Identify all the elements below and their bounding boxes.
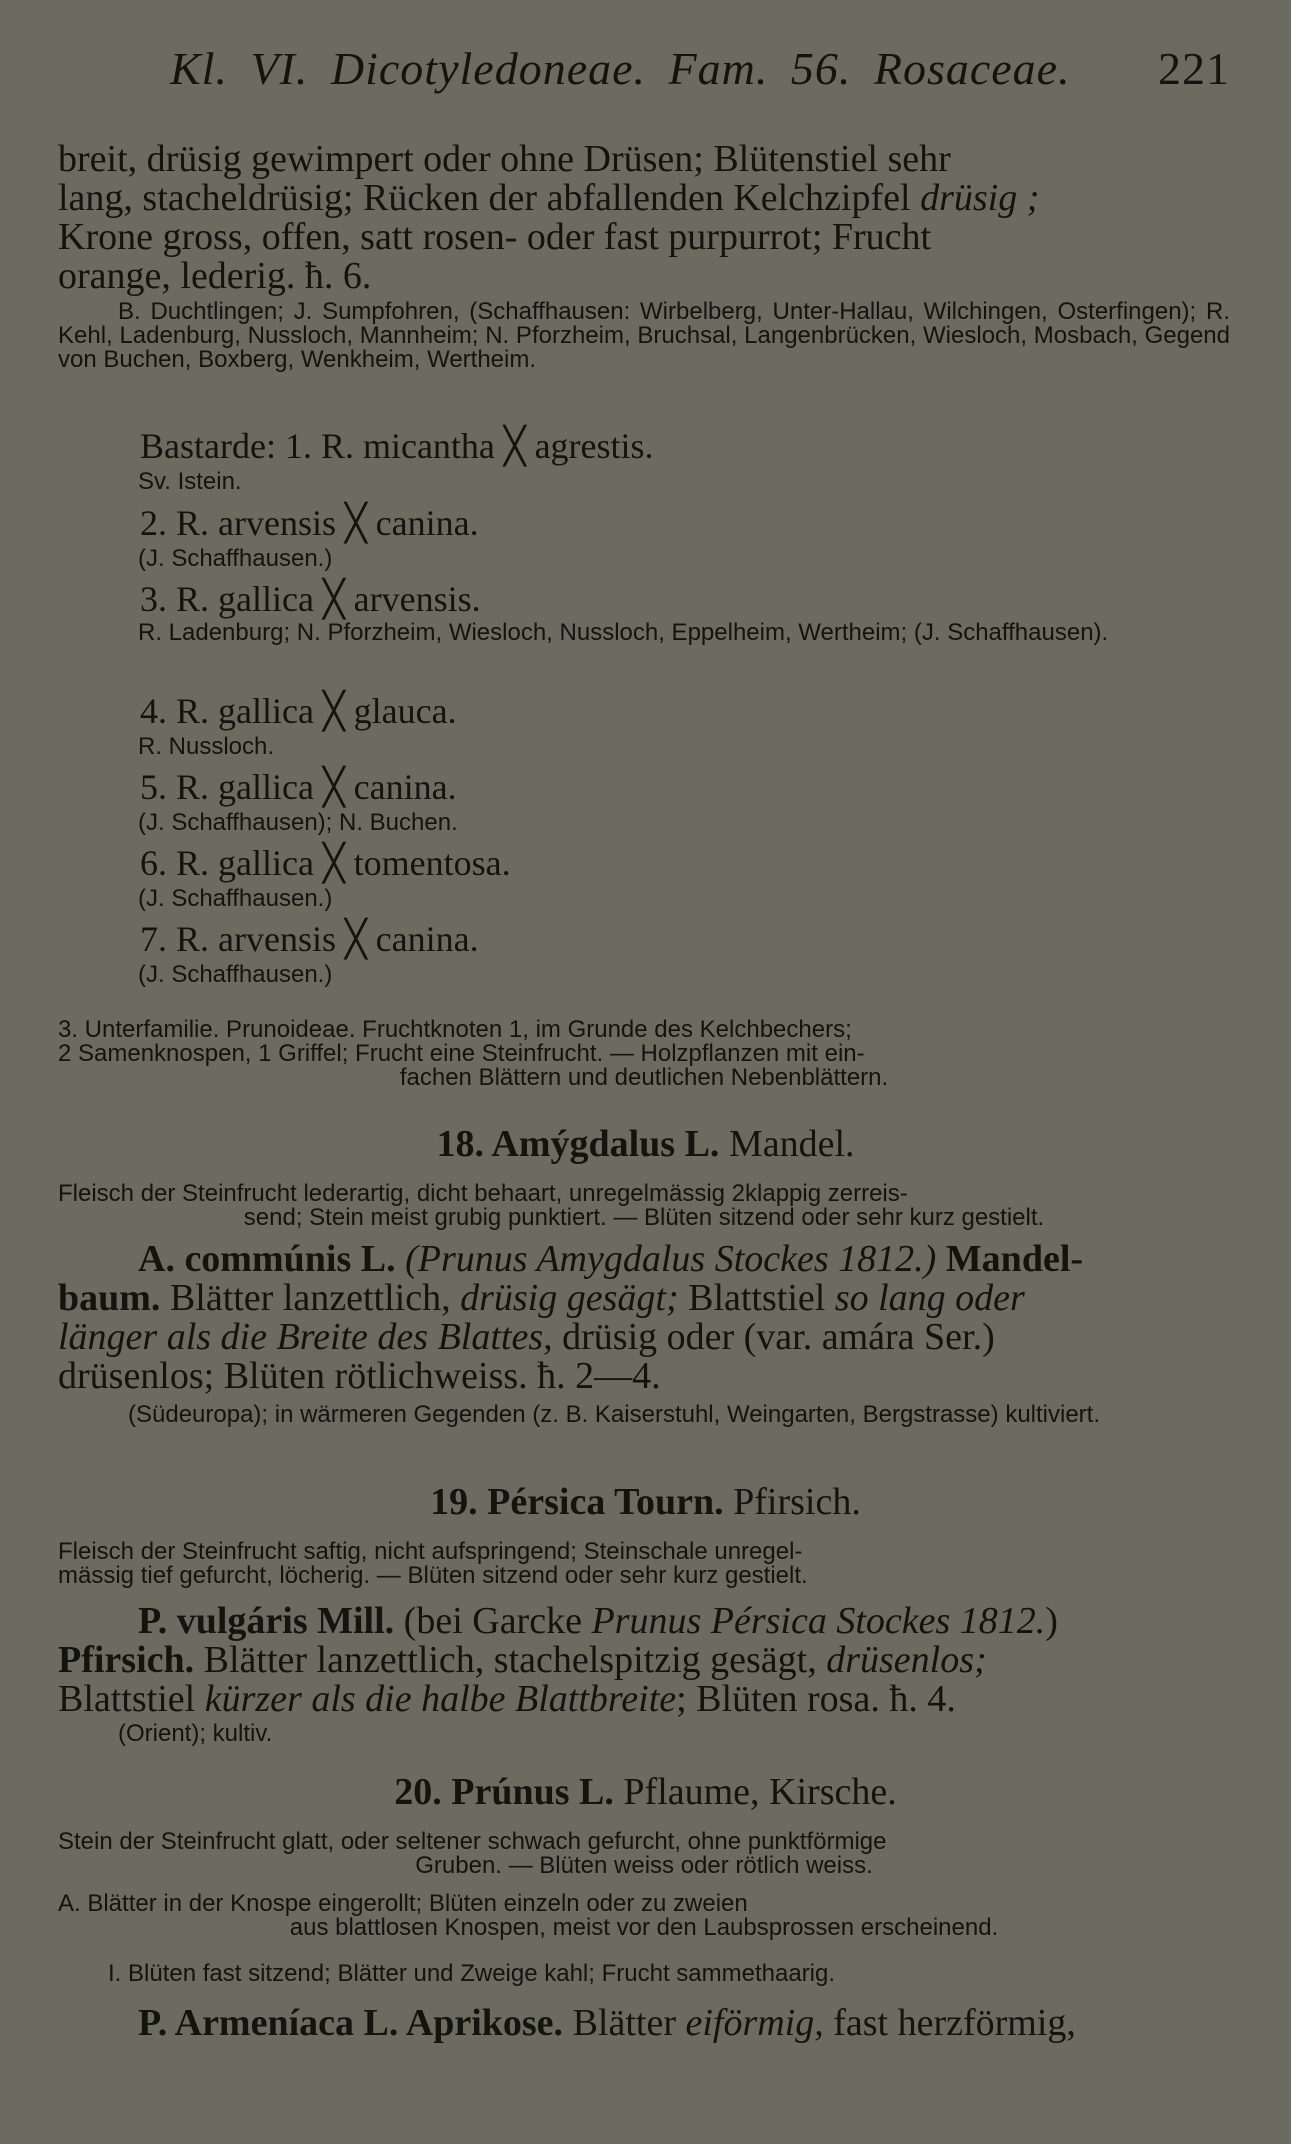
species-amygdalus-communis: A. commúnis L. (Prunus Amygdalus Stockes 1812.) Mandel- baum. Blätter lanzettlich, drüsig gesägt; Blattstiel so lang oder länger als die Breite des Blattes, drüsig oder (var. amára Ser.) drüsenlos; Blüten rötlichweiss. ħ. 2—4. <box>58 1238 1084 1397</box>
subfamily-description: 3. Unterfamilie. Prunoideae. Fruchtknoten 1, im Grunde des Kelchbechers; 2 Samenknospen, 1 Griffel; Frucht eine Steinfrucht. — Holzpflanzen mit ein- fachen Blättern und deutlichen Nebenblättern. <box>58 1016 889 1091</box>
hybrid-title: Bastarde: 1. R. micantha ╳ agrestis. <box>140 426 654 466</box>
hybrid-source: (J. Schaffhausen); N. Buchen. <box>138 809 458 836</box>
page-number: 221 <box>1158 43 1230 94</box>
distribution-note: (Orient); kultiv. <box>118 1720 273 1747</box>
intro-line: lang, stacheldrüsig; Rücken der abfallenden Kelchzipfel drüsig ; <box>58 177 1040 219</box>
running-header <box>170 42 1230 95</box>
hybrid-source: R. Ladenburg; N. Pforzheim, Wiesloch, Nussloch, Eppelheim, Wertheim; (J. Schaffhausen). <box>138 619 1109 646</box>
intro-line: breit, drüsig gewimpert oder ohne Drüsen; Blütenstiel sehr <box>58 138 951 180</box>
hybrid-title: 6. R. gallica ╳ tomentosa. <box>140 843 511 883</box>
species-persica-vulgaris: P. vulgáris Mill. (bei Garcke Prunus Pérsica Stockes 1812.) Pfirsich. Blätter lanzettlich, stachelspitzig gesägt, drüsenlos; Blattstiel kürzer als die halbe Blattbreite; Blüten rosa. ħ. 4. <box>58 1600 1058 1720</box>
genus-description: Fleisch der Steinfrucht lederartig, dicht behaart, unregelmässig 2klappig zerreis- send; Stein meist grubig punktiert. — Blüten sitzend oder sehr kurz gestielt. <box>58 1180 1045 1231</box>
hybrid-title: 3. R. gallica ╳ arvensis. <box>140 579 481 619</box>
hybrid-source: R. Nussloch. <box>138 733 275 760</box>
genus-description: Fleisch der Steinfrucht saftig, nicht aufspringend; Steinschale unregel- mässig tief gefurcht, löcherig. — Blüten sitzend oder sehr kurz gestielt. <box>58 1538 808 1589</box>
hybrid-source: (J. Schaffhausen.) <box>138 961 333 988</box>
hybrid-title: 2. R. arvensis ╳ canina. <box>140 503 479 543</box>
species-prunus-armeniaca: P. Armeníaca L. Aprikose. Blätter eiförmig, fast herzförmig, <box>138 2002 1076 2044</box>
hybrid-title: 5. R. gallica ╳ canina. <box>140 767 457 807</box>
key-section-a: A. Blätter in der Knospe eingerollt; Blüten einzeln oder zu zweien aus blattlosen Knospen, meist vor den Laubsprossen erscheinend. <box>58 1890 999 1941</box>
genus-heading-amygdalus: 18. Amýgdalus L. Mandel. <box>436 1123 855 1165</box>
genus-heading-prunus: 20. Prúnus L. Pflaume, Kirsche. <box>394 1771 897 1813</box>
intro-line: Krone gross, offen, satt rosen- oder fast purpurrot; Frucht <box>58 216 932 258</box>
running-head-text: Kl. VI. Dicotyledoneae. Fam. 56. Rosaceae. <box>170 43 1071 94</box>
intro-paragraph <box>58 140 1230 296</box>
key-section-i: I. Blüten fast sitzend; Blätter und Zweige kahl; Frucht sammethaarig. <box>108 1960 836 1987</box>
intro-line: orange, lederig. ħ. 6. <box>58 255 372 297</box>
intro-localities: B. Duchtlingen; J. Sumpfohren, (Schaffhausen: Wirbelberg, Unter-Hallau, Wilchingen, Osterfingen); R. Kehl, Ladenburg, Nussloch, Mannheim; N. Pforzheim, Bruchsal, Langenbrücken, Wiesloch, Mosbach, Gegend von Buchen, Boxberg, Wenkheim, Wertheim. <box>58 298 1230 373</box>
hybrid-source: (J. Schaffhausen.) <box>138 545 333 572</box>
genus-description: Stein der Steinfrucht glatt, oder seltener schwach gefurcht, ohne punktförmige Gruben. — Blüten weiss oder rötlich weiss. <box>58 1828 887 1879</box>
hybrid-title: 7. R. arvensis ╳ canina. <box>140 919 479 959</box>
hybrid-source: (J. Schaffhausen.) <box>138 885 333 912</box>
hybrid-title: 4. R. gallica ╳ glauca. <box>140 691 457 731</box>
genus-heading-persica: 19. Pérsica Tourn. Pfirsich. <box>430 1481 861 1523</box>
distribution-note: (Südeuropa); in wärmeren Gegenden (z. B. Kaiserstuhl, Weingarten, Bergstrasse) kultiviert. <box>128 1401 1100 1428</box>
hybrid-source: Sv. Istein. <box>138 468 242 495</box>
